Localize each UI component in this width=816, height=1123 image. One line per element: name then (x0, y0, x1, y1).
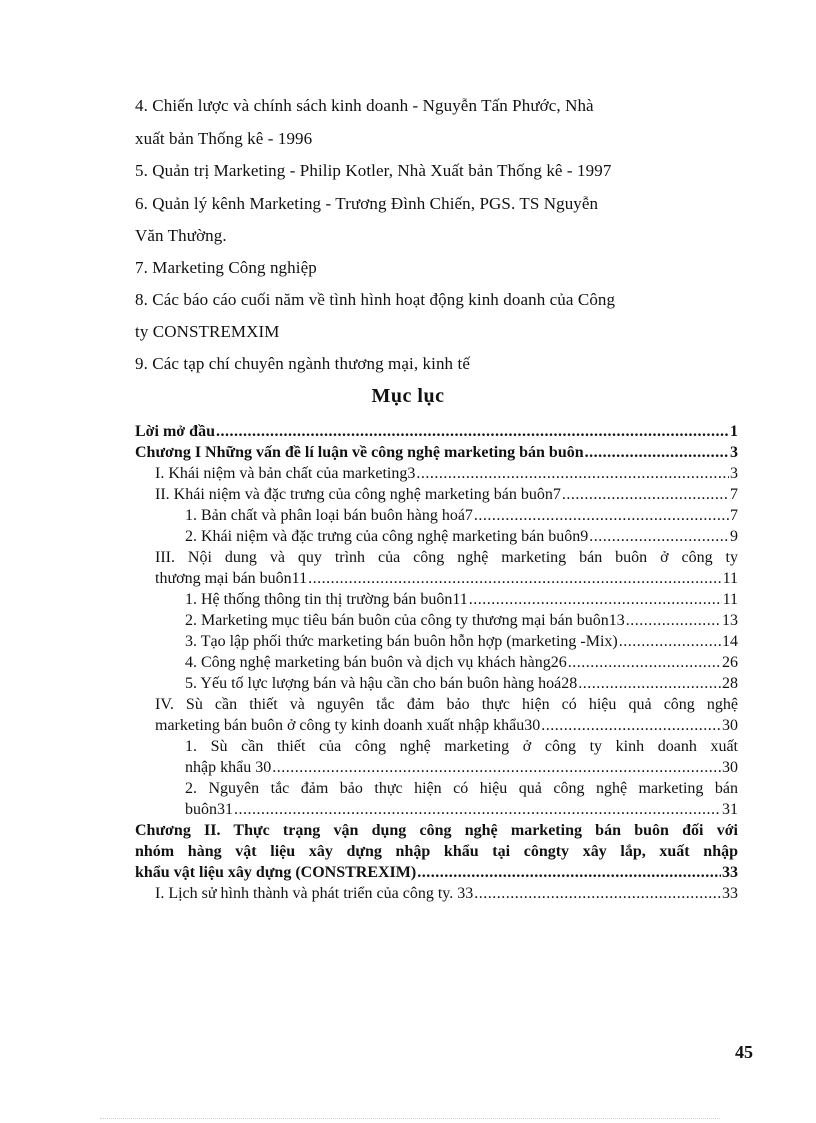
toc-entry[interactable]: 1. Hệ thống thông tin thị trường bán buôn11 ..... 11 (135, 589, 738, 610)
toc-entry-line: nhóm hàng vật liệu xây dựng nhập khẩu tại côngty xây lắp, xuất nhập (135, 843, 738, 860)
reference-item: xuất bản Thống kê - 1996 (135, 129, 313, 148)
toc-entry[interactable]: 2. Marketing mục tiêu bán buôn của công ty thương mại bán buôn13 ..... 13 (135, 610, 738, 631)
toc-entry[interactable]: 4. Công nghệ marketing bán buôn và dịch vụ khách hàng26 ..... 26 (135, 652, 738, 673)
toc-entry[interactable]: 2. Nguyên tắc đảm bảo thực hiện có hiệu quả công nghệ marketing bán buôn31 ..... 31 (135, 778, 738, 820)
toc-entry[interactable]: 1. Sù cần thiết của công nghệ marketing ở công ty kinh doanh xuất nhập khẩu 30 ..... 30 (135, 736, 738, 778)
page-number: 45 (735, 1042, 753, 1062)
reference-item: 4. Chiến lược và chính sách kinh doanh - Nguyễn Tấn Phước, Nhà (135, 96, 594, 115)
toc-entry-line: 2. Nguyên tắc đảm bảo thực hiện có hiệu quả công nghệ marketing bán (185, 780, 738, 797)
reference-item: Văn Thường. (135, 226, 227, 245)
table-of-contents (135, 421, 738, 904)
toc-title: Mục lục (371, 385, 445, 407)
toc-entry-line: 1. Sù cần thiết của công nghệ marketing ở công ty kinh doanh xuất (185, 738, 738, 755)
toc-entry[interactable]: 2. Khái niệm và đặc trưng của công nghệ marketing bán buôn9 ..... 9 (135, 526, 738, 547)
toc-entry-line: III. Nội dung và quy trình của công nghệ marketing bán buôn ở công ty (155, 549, 738, 566)
reference-item: ty CONSTREMXIM (135, 322, 280, 341)
toc-entry[interactable]: II. Khái niệm và đặc trưng của công nghệ marketing bán buôn7 ..... 7 (135, 484, 738, 505)
toc-entry[interactable]: III. Nội dung và quy trình của công nghệ marketing bán buôn ở công ty thương mại bán buôn11 ..... 11 (135, 547, 738, 589)
reference-item: 7. Marketing Công nghiệp (135, 258, 317, 277)
toc-entry[interactable]: Chương I Những vấn đề lí luận về công nghệ marketing bán buôn ..... 3 (135, 442, 738, 463)
reference-item: 6. Quản lý kênh Marketing - Trương Đình Chiến, PGS. TS Nguyễn (135, 194, 599, 213)
toc-entry[interactable]: IV. Sù cần thiết và nguyên tắc đảm bảo thực hiện có hiệu quả công nghệ marketing bán buôn ở công ty kinh doanh xuất nhập khẩu30 ..... 30 (135, 694, 738, 736)
toc-entry[interactable]: I. Khái niệm và bản chất của marketing3 ..... 3 (135, 463, 738, 484)
toc-entry[interactable]: 1. Bản chất và phân loại bán buôn hàng hoá7 ..... 7 (135, 505, 738, 526)
toc-entry[interactable]: Chương II. Thực trạng vận dụng công nghệ marketing bán buôn đối với nhóm hàng vật liệu xây dựng nhập khẩu tại côngty xây lắp, xuất nhập khẩu vật liệu xây dựng (CONSTREXIM) ..... 33 (135, 820, 738, 883)
reference-item: 5. Quản trị Marketing - Philip Kotler, Nhà Xuất bản Thống kê - 1997 (135, 161, 612, 180)
toc-entry[interactable]: 5. Yếu tố lực lượng bán và hậu cần cho bán buôn hàng hoá28 ..... 28 (135, 673, 738, 694)
toc-entry[interactable]: I. Lịch sử hình thành và phát triển của công ty. 33 ..... 33 (135, 883, 738, 904)
footer-divider (100, 1118, 720, 1119)
reference-item: 8. Các báo cáo cuối năm về tình hình hoạt động kinh doanh của Công (135, 290, 616, 309)
toc-entry[interactable]: Lời mở đầu ..... 1 (135, 421, 738, 442)
toc-entry-line: Chương II. Thực trạng vận dụng công nghệ marketing bán buôn đối với (135, 822, 738, 839)
toc-entry-line: IV. Sù cần thiết và nguyên tắc đảm bảo thực hiện có hiệu quả công nghệ (155, 696, 738, 713)
toc-entry[interactable]: 3. Tạo lập phối thức marketing bán buôn hỗn hợp (marketing -Mix) ..... 14 (135, 631, 738, 652)
reference-item: 9. Các tạp chí chuyên ngành thương mại, kinh tế (135, 354, 470, 373)
